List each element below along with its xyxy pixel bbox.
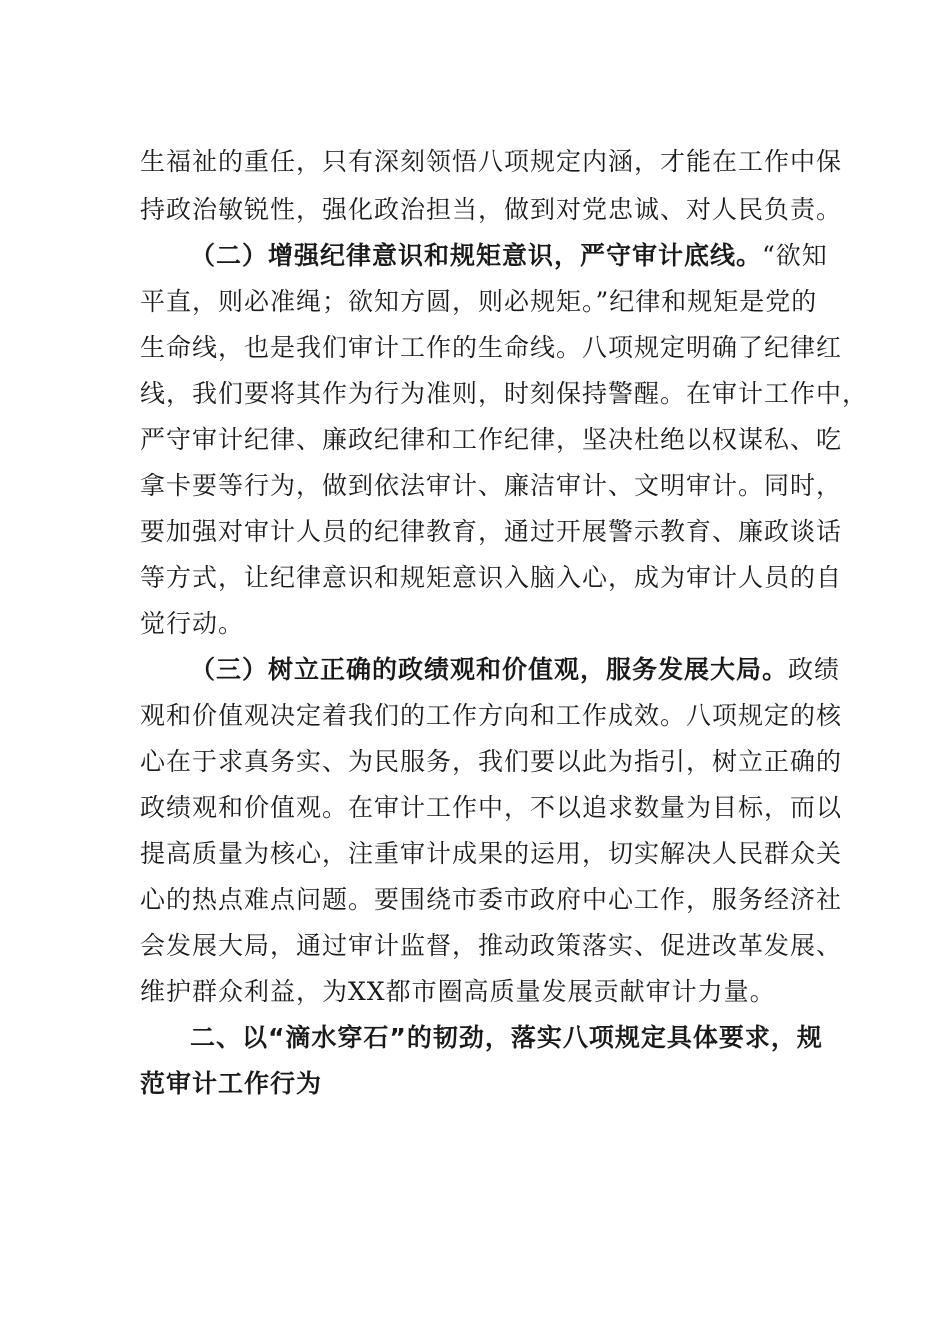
body-line: 要加强对审计人员的纪律教育，通过开展警示教育、廉政谈话: [140, 517, 843, 546]
section-heading-continued: 范审计工作行为: [140, 1069, 323, 1098]
body-line: 会发展大局，通过审计监督，推动政策落实、促进改革发展、: [140, 931, 843, 960]
subsection-line: [190, 650, 840, 690]
body-line: 觉行动。: [140, 609, 245, 638]
body-line: 严守审计纪律、廉政纪律和工作纪律，坚决杜绝以权谋私、吃: [140, 425, 843, 454]
body-line: 等方式，让纪律意识和规矩意识入脑入心，成为审计人员的自: [140, 563, 843, 592]
body-text: “欲知: [762, 241, 828, 270]
body-line: 平直，则必准绳；欲知方圆，则必规矩。”纪律和规矩是党的: [140, 287, 818, 316]
body-line: 持政治敏锐性，强化政治担当，做到对党忠诚、对人民负责。: [140, 195, 843, 224]
body-line: 拿卡要等行为，做到依法审计、廉洁审计、文明审计。同时，: [140, 471, 843, 500]
body-line: 生命线，也是我们审计工作的生命线。八项规定明确了纪律红: [140, 333, 843, 362]
subsection-heading: （三）树立正确的政绩观和价值观，服务发展大局。: [190, 655, 789, 684]
body-line: 生福祉的重任，只有深刻领悟八项规定内涵，才能在工作中保: [140, 147, 843, 176]
body-line: 心在于求真务实、为民服务，我们要以此为指引，树立正确的: [140, 747, 843, 776]
body-line: 政绩观和价值观。在审计工作中，不以追求数量为目标，而以: [140, 793, 843, 822]
body-line: 心的热点难点问题。要围绕市委市政府中心工作，服务经济社: [140, 885, 843, 914]
body-line: 观和价值观决定着我们的工作方向和工作成效。八项规定的核: [140, 701, 843, 730]
section-heading: 二、以“滴水穿石”的韧劲，落实八项规定具体要求，规: [190, 1023, 823, 1052]
body-text: 政绩: [788, 655, 841, 684]
subsection-heading: （二）增强纪律意识和规矩意识，严守审计底线。: [190, 241, 763, 270]
body-line: 提高质量为核心，注重审计成果的运用，切实解决人民群众关: [140, 839, 843, 868]
subsection-line: [190, 236, 828, 276]
body-line: 维护群众利益，为XX都市圈高质量发展贡献审计力量。: [140, 977, 776, 1006]
body-line: 线，我们要将其作为行为准则，时刻保持警醒。在审计工作中，: [140, 379, 869, 408]
